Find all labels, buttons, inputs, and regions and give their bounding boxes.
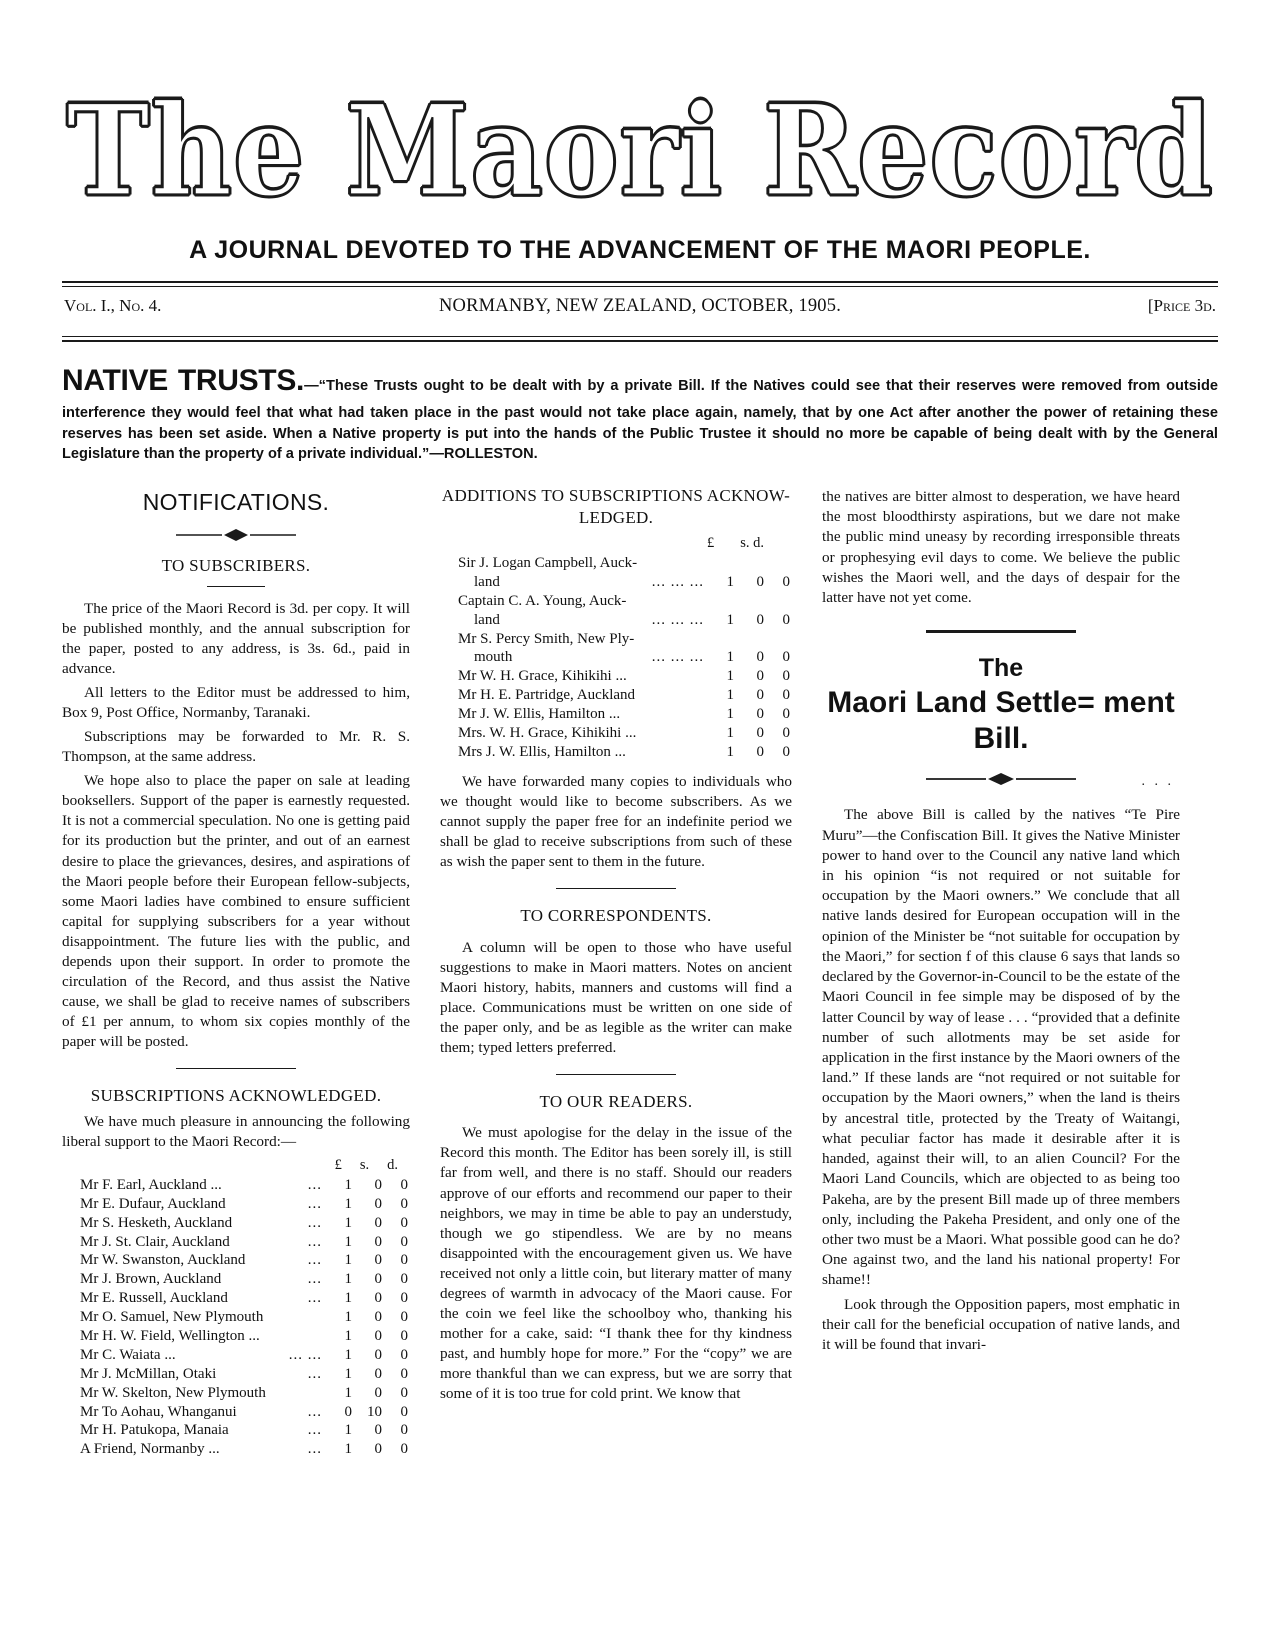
- subscriber-name: Mr W. H. Grace, Kihikihi ...: [458, 668, 627, 685]
- amount-shillings: 0: [756, 611, 764, 628]
- table-row: [62, 1327, 410, 1346]
- table-row: [62, 1346, 410, 1365]
- leader-dots: ... ... ...: [651, 611, 704, 628]
- body-columns: [62, 485, 1218, 1459]
- table-row: [440, 592, 792, 611]
- paragraph: Subscriptions may be forwarded to Mr. R. S. Thompson, at the same address.: [62, 728, 410, 766]
- to-our-readers-heading: TO OUR READERS.: [539, 1091, 693, 1111]
- amount-pence: 0: [782, 706, 790, 723]
- amount-shillings: 0: [756, 668, 764, 685]
- table-row: [440, 686, 792, 705]
- amount-pence: 0: [400, 1309, 408, 1326]
- table-row: [62, 1403, 410, 1422]
- amount-shillings: 0: [756, 706, 764, 723]
- amount-pence: 0: [400, 1403, 408, 1420]
- ornament-divider-2: [822, 771, 1180, 791]
- amount-shillings: 0: [374, 1346, 382, 1363]
- subscriber-name: Mr H. E. Partridge, Auckland: [458, 687, 636, 704]
- table-row: [440, 611, 792, 630]
- leader-dots: [647, 724, 706, 743]
- amount-pence: 0: [400, 1252, 408, 1269]
- table-row: [62, 1214, 410, 1233]
- amount-pence: 0: [400, 1271, 408, 1288]
- subscriber-name: Mr W. Skelton, New Plymouth: [80, 1384, 266, 1401]
- amount-shillings: 0: [756, 649, 764, 666]
- amount-shillings: 0: [756, 687, 764, 704]
- leader-dots: ...: [307, 1271, 322, 1288]
- amount-pounds: 1: [726, 668, 734, 685]
- amount-shillings: 0: [374, 1214, 382, 1231]
- table-row: [440, 554, 792, 573]
- leader-dots: ...: [307, 1214, 322, 1231]
- subscriber-name: Captain C. A. Young, Auck-: [458, 592, 627, 609]
- to-subscribers-heading: TO SUBSCRIBERS.: [161, 556, 311, 576]
- table-row: [62, 1270, 410, 1289]
- diamond-rule-icon: [926, 773, 1076, 785]
- amount-pounds: 1: [344, 1309, 352, 1326]
- amount-pounds: 1: [726, 725, 734, 741]
- amount-shillings: 0: [374, 1290, 382, 1307]
- subscriber-name: Mr O. Samuel, New Plymouth: [80, 1309, 264, 1326]
- amount-pence: 0: [400, 1346, 408, 1363]
- paragraph: Look through the Opposition papers, most emphatic in their call for the beneficial occupation of native lands, and it will be found that invari-: [822, 1295, 1180, 1354]
- leader-dots: [647, 705, 706, 724]
- masthead: [62, 77, 1218, 265]
- subscriber-name: Mr H. Patukopa, Manaia: [80, 1422, 229, 1439]
- amount-pounds: 1: [344, 1252, 352, 1269]
- price-label: [Price 3d.: [1147, 296, 1216, 316]
- paragraph: We must apologise for the delay in the issue of the Record this month. The Editor has been sorely ill, is still far from well, and there is no staff. Should our readers approve of our efforts and recommend our paper to their neighbors, we may in time be able to pay an understudy, though we go stipendless. We are by no means disappointed with the encouragement given us. We have received not only a little coin, but literary matter of many degrees of warmth in advocacy of the Maori cause. For the coin we feel like the schoolboy who, thanking his mother for a cake, said: “I thank thee for thy kindness past, and humbly hope for more.” For the “copy” we are more thankful than we can express, but we are sorry that some of it is too true for cold print. We know that: [440, 1124, 792, 1403]
- amount-pence: 0: [782, 687, 790, 704]
- subscriber-name: Mr F. Earl, Auckland ...: [80, 1176, 222, 1193]
- subscriber-name: Mrs. W. H. Grace, Kihikihi ...: [458, 725, 637, 741]
- issue-line: [62, 287, 1218, 326]
- pounds-header: £: [334, 1156, 342, 1173]
- table-row: [62, 1195, 410, 1214]
- amount-shillings: 0: [374, 1195, 382, 1212]
- leader-dots: [647, 686, 706, 705]
- amount-pounds: 1: [344, 1290, 352, 1307]
- land-bill-heading: [822, 653, 1180, 757]
- paragraph: We hope also to place the paper on sale at leading booksellers. Support of the paper is earnestly requested. It is not a commercial speculation. No one is getting paid for its production but the printer, and out of an earnest desire to place the grievances, desires, and aspirations of the Maori people before their European fellow-subjects, some Maori ladies have combined to ensure sufficient capital for supplying subscribers for a year without disappointment. The future lies with the public, and depends upon their support. In order to promote the circulation of the Record, and thus assist the Native cause, we shall be glad to receive names of subscribers of £1 per annum, to whom six copies monthly of the paper will be posted.: [62, 772, 410, 1051]
- epigraph-text: —“These Trusts ought to be dealt with by a private Bill. If the Natives could see that their reserves were removed from outside interference they would feel that what had taken place in the past would not take place again, namely, that by one Act after another the power of retaining these reserves has been set aside. When a Native property is put into the hands of the Public Trustee it should no more be capable of being dealt with by the General Legislature than the property of a private individual.”—ROLLESTON.: [62, 378, 1218, 463]
- amount-pounds: 1: [344, 1233, 352, 1250]
- amount-pounds: 1: [726, 687, 734, 704]
- leader-dots: ...: [307, 1403, 322, 1420]
- amount-shillings: 0: [374, 1271, 382, 1288]
- paragraph: We have much pleasure in announcing the following liberal support to the Maori Record:—: [62, 1112, 410, 1150]
- amount-pence: 0: [400, 1176, 408, 1193]
- leader-dots: [647, 667, 706, 686]
- subscriber-name: Mr H. W. Field, Wellington ...: [80, 1327, 260, 1344]
- leader-dots: [647, 743, 706, 762]
- to-correspondents-heading: TO CORRESPONDENTS.: [520, 906, 712, 926]
- amount-pence: 0: [782, 611, 790, 628]
- table-row: [62, 1384, 410, 1403]
- amount-pence: 0: [400, 1441, 408, 1458]
- amount-pounds: 1: [344, 1271, 352, 1288]
- paragraph: All letters to the Editor must be addressed to him, Box 9, Post Office, Normanby, Taranaki.: [62, 684, 410, 722]
- table-row: [62, 1251, 410, 1270]
- column-one: [62, 485, 410, 1459]
- amount-shillings: 10: [367, 1403, 382, 1420]
- amount-pounds: 1: [344, 1346, 352, 1363]
- amount-pounds: 1: [726, 743, 734, 760]
- amount-pence: 0: [782, 668, 790, 685]
- amount-pounds: 1: [344, 1441, 352, 1458]
- amount-pence: 0: [400, 1422, 408, 1439]
- leader-dots: ...: [307, 1195, 322, 1212]
- column-three: [822, 485, 1180, 1459]
- leader-dots: ... ...: [288, 1346, 322, 1363]
- mid-divider-2: [556, 888, 676, 889]
- mid-divider-3: [556, 1074, 676, 1075]
- heavy-divider: [926, 630, 1076, 633]
- leader-dots: ...: [307, 1441, 322, 1458]
- leader-dots: [284, 1384, 324, 1403]
- amount-pence: 0: [400, 1384, 408, 1401]
- subscriber-name: Mrs J. W. Ellis, Hamilton ...: [458, 743, 626, 760]
- amount-shillings: 0: [374, 1252, 382, 1269]
- place-date: NORMANBY, NEW ZEALAND, OCTOBER, 1905.: [438, 296, 842, 317]
- epigraph: [62, 360, 1218, 465]
- short-divider-1: [207, 586, 265, 587]
- leader-dots: ... ... ...: [651, 573, 704, 590]
- leader-dots: ...: [307, 1365, 322, 1382]
- subscriber-name: Mr J. Brown, Auckland: [80, 1271, 222, 1288]
- amount-pounds: 1: [344, 1384, 352, 1401]
- amount-pence: 0: [400, 1233, 408, 1250]
- amount-pounds: 1: [344, 1195, 352, 1212]
- table-row: [440, 648, 792, 667]
- amount-pence: 0: [782, 743, 790, 760]
- table-row: [62, 1421, 410, 1440]
- amount-pounds: 1: [344, 1327, 352, 1344]
- subscriber-name: Mr E. Russell, Auckland: [80, 1290, 228, 1307]
- amount-pence: 0: [400, 1214, 408, 1231]
- amount-pence: 0: [782, 725, 790, 741]
- land-bill-heading-the: The: [978, 654, 1024, 683]
- table-row: [440, 724, 792, 743]
- amount-shillings: 0: [374, 1422, 382, 1439]
- table-row: [62, 1308, 410, 1327]
- table-row: [62, 1233, 410, 1252]
- divider-below-issue: [62, 336, 1218, 342]
- paragraph: the natives are bitter almost to desperation, we have heard the most bloodthirsty aspirations, but we dare not make the public mind uneasy by recording irresponsible threats or prophesying evil days to come. We believe the public wishes the Maori well, and the days of despair for the latter have not yet come.: [822, 487, 1180, 607]
- amount-pence: 0: [400, 1327, 408, 1344]
- amount-shillings: 0: [756, 573, 764, 590]
- table-row: [62, 1365, 410, 1384]
- mid-divider-1: [176, 1068, 296, 1069]
- subscriber-name-continued: land: [474, 611, 500, 628]
- subscriber-name: A Friend, Normanby ...: [80, 1441, 220, 1458]
- amount-pounds: 1: [344, 1422, 352, 1439]
- paragraph: A column will be open to those who have useful suggestions to make in Maori matters. Notes on ancient Maori history, habits, manners and customs will find a place. Communications must be written on one side of the paper only, and be as legible as the writer can make them; typed letters preferred.: [440, 938, 792, 1056]
- amount-shillings: 0: [374, 1176, 382, 1193]
- subscriber-name: Mr J. W. Ellis, Hamilton ...: [458, 706, 621, 723]
- amount-pounds: 1: [726, 649, 734, 666]
- amount-pence: 0: [400, 1365, 408, 1382]
- amount-shillings: 0: [374, 1441, 382, 1458]
- amount-pounds: 1: [344, 1176, 352, 1193]
- dot-ornament: . . .: [1141, 774, 1174, 790]
- amount-shillings: 0: [374, 1309, 382, 1326]
- publication-subtitle: A JOURNAL DEVOTED TO THE ADVANCEMENT OF THE MAORI PEOPLE.: [189, 236, 1091, 265]
- subscriber-name: Sir J. Logan Campbell, Auck-: [458, 554, 638, 571]
- leader-dots: ...: [307, 1252, 322, 1269]
- amount-pounds: 0: [344, 1403, 352, 1420]
- subscriber-name-continued: mouth: [474, 649, 513, 666]
- subscriber-name: Mr J. St. Clair, Auckland: [80, 1233, 230, 1250]
- table-row: [440, 573, 792, 592]
- amount-pence: 0: [400, 1195, 408, 1212]
- paragraph: The price of the Maori Record is 3d. per copy. It will be published monthly, and the annual subscription for the paper, posted to any address, is 3s. 6d., paid in advance.: [62, 599, 410, 677]
- shillings-pence-header: s. d.: [740, 534, 764, 551]
- amount-shillings: 0: [756, 725, 764, 741]
- amount-shillings: 0: [756, 743, 764, 760]
- pence-header: d.: [387, 1156, 398, 1173]
- amount-pounds: 1: [726, 706, 734, 723]
- table-row: [440, 630, 792, 649]
- additional-subscriptions-table: [440, 554, 792, 762]
- subscriber-name: Mr W. Swanston, Auckland: [80, 1252, 246, 1269]
- table-row: [440, 705, 792, 724]
- subscriptions-acknowledged-heading: SUBSCRIPTIONS ACKNOWLEDGED.: [90, 1086, 382, 1106]
- land-bill-heading-main: Maori Land Settle= ment Bill.: [827, 686, 1175, 756]
- leader-dots: ...: [307, 1176, 322, 1193]
- table-row: [62, 1176, 410, 1195]
- diamond-rule-icon: [176, 529, 296, 541]
- subscriber-name: Mr S. Hesketh, Auckland: [80, 1214, 233, 1231]
- notifications-heading: NOTIFICATIONS.: [142, 488, 330, 515]
- leader-dots: [284, 1327, 324, 1346]
- pounds-header: £: [706, 534, 715, 551]
- amount-shillings: 0: [374, 1384, 382, 1401]
- table-row: [62, 1289, 410, 1308]
- money-column-headers-2: [440, 534, 792, 553]
- amount-pounds: 1: [726, 573, 734, 590]
- amount-pence: 0: [400, 1290, 408, 1307]
- amount-pounds: 1: [726, 611, 734, 628]
- subscriptions-table: [62, 1176, 410, 1459]
- subscriber-name-continued: land: [474, 573, 500, 590]
- subscriber-name: Mr S. Percy Smith, New Ply-: [458, 630, 635, 647]
- ornament-divider: [62, 529, 410, 541]
- table-row: [62, 1440, 410, 1459]
- leader-dots: [284, 1308, 324, 1327]
- money-column-headers: [62, 1156, 410, 1175]
- amount-shillings: 0: [374, 1327, 382, 1344]
- table-row: [440, 743, 792, 762]
- volume-number: Vol. I., No. 4.: [64, 296, 162, 316]
- amount-pence: 0: [782, 573, 790, 590]
- leader-dots: ...: [307, 1233, 322, 1250]
- amount-pence: 0: [782, 649, 790, 666]
- publication-title: The Maori Record: [66, 77, 1214, 225]
- subscriber-name: Mr To Aohau, Whanganui: [80, 1403, 237, 1420]
- leader-dots: ...: [307, 1422, 322, 1439]
- column-two: [440, 485, 792, 1459]
- subscriber-name: Mr C. Waiata ...: [80, 1346, 176, 1363]
- shillings-header: s.: [359, 1156, 370, 1173]
- leader-dots: ...: [307, 1290, 322, 1307]
- additions-heading-line1: ADDITIONS TO SUBSCRIPTIONS ACKNOW-: [441, 485, 791, 505]
- amount-pounds: 1: [344, 1214, 352, 1231]
- amount-pounds: 1: [344, 1365, 352, 1382]
- additions-heading-line2: LEDGED.: [578, 508, 654, 528]
- paragraph: The above Bill is called by the natives “Te Pire Muru”—the Confiscation Bill. It gives the Native Minister power to hand over to the Council any native land which in his opinion “is not required or not suitable for occupation by the Maori owners.” We conclude that all native lands desired for European occupation will in the opinion of the Minister be “not suitable for occupation by the Maori,” for section f of this clause 6 says that lands so declared by the Governor-in-Council to be the estate of the Maori Council in fee simple may be disposed of by the latter Council by way of lease . . . “provided that a definite number of such allotments may be set aside for application in the first instance by the Maori owners of the land.” If these lands are “not required or not suitable for occupation by the Maori owners,” when the land is theirs by ancestral title, protected by the Treaty of Waitangi, what peculiar factor has made it desirable after it is handed, against their will, to an alien Council? For the Maori Land Councils, which are objected to as being too Pakeha, are by the present Bill made up of three members only, including the Pakeha President, and only one of the other two must be a Maori. What possible good can he do? One against two, and the land his national property! For shame!!: [822, 806, 1180, 1289]
- amount-shillings: 0: [374, 1233, 382, 1250]
- subscriber-name: Mr J. McMillan, Otaki: [80, 1365, 217, 1382]
- leader-dots: ... ... ...: [651, 649, 704, 666]
- table-row: [440, 667, 792, 686]
- epigraph-lead: NATIVE TRUSTS.: [62, 364, 305, 398]
- subscriber-name: Mr E. Dufaur, Auckland: [80, 1195, 226, 1212]
- paragraph: We have forwarded many copies to individuals who we thought would like to become subscribers. As we cannot supply the paper free for an indefinite period we shall be glad to receive subscriptions from such of these as wish the paper sent to them in the future.: [440, 772, 792, 871]
- amount-shillings: 0: [374, 1365, 382, 1382]
